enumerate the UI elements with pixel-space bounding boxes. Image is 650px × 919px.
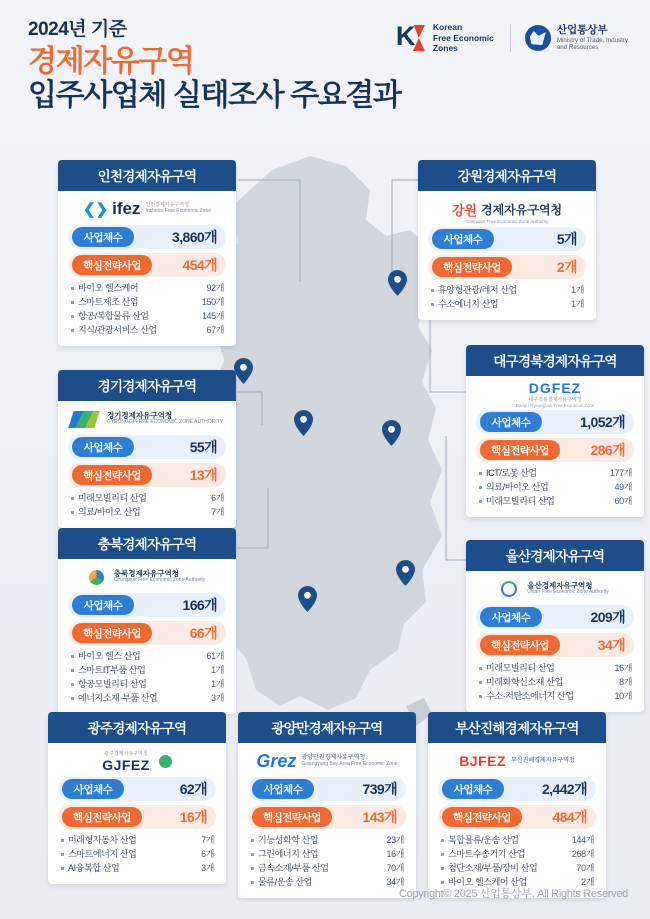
- industry-count: 150개: [201, 296, 224, 307]
- stat-strategic: [438, 805, 596, 829]
- logo-subtext: [511, 758, 575, 765]
- card-gwangju[interactable]: [48, 712, 226, 884]
- kfez-logo: [396, 22, 494, 54]
- map-pin-chungbuk[interactable]: [294, 410, 313, 436]
- industry-count: 70개: [576, 862, 594, 873]
- industry-name: 항공/복합물류 산업: [70, 310, 149, 324]
- logo-sub-en: GYEONGGI FREE ECONOMIC ZONE AUTHORITY: [106, 419, 224, 426]
- card-title: 울산경제자유구역: [466, 540, 644, 571]
- ulsan-mark-icon: [501, 581, 517, 597]
- industry-count: 3개: [201, 862, 214, 873]
- logo-sub-ko: 광주경제자유구역청: [104, 750, 148, 757]
- logo-sub-ko: 광양만권경제자유구역청: [301, 754, 366, 761]
- stat-value: 166개: [182, 597, 217, 613]
- chungbuk-mark-icon: [89, 570, 104, 585]
- industry-list: [68, 650, 226, 706]
- stat-businesses: [438, 777, 596, 801]
- stat-value: 739개: [362, 781, 397, 797]
- industry-name: 그린에너지 산업: [250, 848, 318, 862]
- industry-name: 물류/운송 산업: [250, 876, 312, 890]
- card-busanjinhae[interactable]: [428, 712, 606, 898]
- stat-businesses: [68, 225, 226, 249]
- stat-businesses: [248, 777, 406, 801]
- header-title-line2: 입주사업체 실태조사 주요결과: [28, 78, 401, 112]
- stat-strategic: [476, 633, 634, 657]
- header-logos: [396, 22, 628, 54]
- stat-label: 사업체수: [480, 607, 542, 627]
- industry-name: 휴양형관광/레저 산업: [430, 284, 517, 298]
- stat-value: 209개: [590, 609, 625, 625]
- card-logo-daegu: [466, 376, 644, 410]
- card-chungbuk[interactable]: [58, 528, 236, 714]
- list-item: [70, 310, 224, 324]
- stat-strategic: [248, 805, 406, 829]
- list-item: [70, 296, 224, 310]
- stat-label: 사업체수: [72, 227, 134, 247]
- card-title: 충북경제자유구역: [58, 528, 236, 559]
- stat-label: 핵심전략사업: [442, 807, 522, 827]
- logo-sub-ko: 울산경제자유구역청: [527, 580, 593, 590]
- logo-subtext: [301, 755, 397, 768]
- kfez-mark-icon: [396, 22, 426, 54]
- industry-name: 미래모빌리티 산업: [70, 492, 146, 506]
- card-rows: [48, 777, 226, 884]
- industry-name: 첨단소재/부품/장비 산업: [440, 862, 537, 876]
- logo-sub-en: Daegu Gyeongbuk Free Economic Zone: [515, 403, 595, 408]
- stat-value: 66개: [189, 625, 217, 641]
- stat-value: 13개: [189, 467, 217, 483]
- logo-sub-ko: 부산진해경제자유구역청: [511, 757, 575, 764]
- card-gangwon[interactable]: [418, 160, 596, 320]
- kfez-letter-k: K: [395, 21, 416, 51]
- logo-sub-en: Gwangyang Bay Area Free Economic Zone: [301, 760, 398, 767]
- logo-sub-en: Gangwon Free Economic Zone Authority: [465, 219, 549, 224]
- industry-count: 8개: [619, 676, 632, 687]
- card-ulsan[interactable]: [466, 540, 644, 712]
- card-rows: [466, 410, 644, 517]
- industry-count: 2개: [581, 876, 594, 887]
- card-rows: [466, 605, 644, 712]
- industry-count: 145개: [201, 310, 224, 321]
- logo-subtext: [145, 203, 211, 215]
- industry-count: 49개: [614, 481, 632, 492]
- industry-list: [438, 834, 596, 890]
- list-item: [250, 848, 404, 862]
- industry-list: [476, 467, 634, 509]
- card-gyeonggi[interactable]: [58, 370, 236, 528]
- industry-count: 23개: [386, 835, 404, 845]
- list-item: [478, 690, 632, 704]
- industry-name: 스마트수송기기 산업: [440, 848, 525, 862]
- industry-count: 70개: [386, 862, 404, 873]
- map-pin-gangwon[interactable]: [388, 270, 407, 296]
- stat-value: 5개: [556, 231, 577, 247]
- card-logo-incheon: [58, 191, 236, 225]
- kfez-line3: Zones: [432, 43, 458, 54]
- stat-label: 핵심전략사업: [480, 440, 560, 460]
- logo-wordmark: DGFEZ: [528, 380, 582, 396]
- map-pin-gyeonggi[interactable]: [234, 358, 253, 384]
- logo-sub-ko: 경기경제자유구역청: [106, 410, 173, 420]
- card-title: 광양만경제자유구역: [238, 712, 416, 743]
- logo-subtext: [527, 582, 608, 596]
- logo-sub-ko: 인천경제자유구역청: [145, 202, 189, 209]
- industry-name: 미래화학신소재 산업: [478, 676, 563, 690]
- industry-count: 61개: [206, 651, 224, 661]
- list-item: [70, 678, 224, 692]
- list-item: [70, 282, 224, 296]
- industry-name: 항공모빌리티 산업: [70, 678, 146, 692]
- list-item: [250, 834, 404, 848]
- card-title: 부산진해경제자유구역: [428, 712, 606, 743]
- list-item: [440, 848, 594, 862]
- list-item: [440, 862, 594, 876]
- motie-name: 산업통상부: [556, 23, 608, 36]
- motie-logo-text: [557, 24, 628, 52]
- industry-count: 3개: [211, 692, 224, 703]
- card-logo-gwangju: [48, 743, 226, 777]
- industry-name: 기능성화학 산업: [250, 834, 318, 848]
- logo-sub-ko: 충북경제자유구역청: [113, 568, 179, 578]
- logo-sub-en: Chungbuk Free Economic Zone Authority: [113, 577, 206, 584]
- stat-strategic: [68, 253, 226, 277]
- logo-subtext: [114, 570, 205, 584]
- card-logo-busanjinhae: [428, 743, 606, 777]
- industry-list: [58, 834, 216, 876]
- card-logo-gwangyang: [238, 743, 416, 777]
- industry-list: [68, 492, 226, 520]
- list-item: [70, 492, 224, 506]
- industry-count: 67개: [206, 324, 224, 335]
- card-rows: [428, 777, 606, 898]
- industry-name: 미래모빌리티 산업: [478, 662, 554, 676]
- list-item: [60, 834, 214, 848]
- industry-name: 금속소재/부품 산업: [250, 862, 329, 876]
- list-item: [70, 506, 224, 520]
- stat-value: 1,052개: [580, 414, 625, 430]
- card-title: 광주경제자유구역: [48, 712, 226, 743]
- stat-label: 사업체수: [252, 779, 314, 799]
- industry-count: 6개: [201, 848, 214, 859]
- card-title: 경기경제자유구역: [58, 370, 236, 401]
- stat-businesses: [428, 227, 586, 251]
- logo-subtext: [107, 412, 223, 426]
- industry-list: [428, 284, 586, 312]
- list-item: [478, 676, 632, 690]
- industry-name: 바이오 헬스케어: [70, 282, 138, 296]
- motie-en-line1: Ministry of Trade, Industry: [556, 36, 628, 44]
- industry-list: [248, 834, 406, 890]
- logo-wordmark: Grez: [256, 750, 297, 771]
- stat-businesses: [68, 593, 226, 617]
- gyeonggi-mark-icon: [68, 411, 100, 428]
- card-title: 강원경제자유구역: [418, 160, 596, 191]
- card-logo-chungbuk: [58, 559, 236, 593]
- gwangju-mark-icon: [159, 755, 172, 768]
- card-gwangyang[interactable]: [238, 712, 416, 898]
- logo-badge: [452, 200, 562, 219]
- ifez-mark-icon: ❮❯: [82, 201, 109, 218]
- industry-name: 지식/관광서비스 산업: [70, 324, 157, 338]
- industry-name: ICT/로봇 산업: [478, 467, 537, 481]
- list-item: [440, 834, 594, 848]
- industry-name: 바이오 헬스케어 산업: [440, 876, 527, 890]
- stat-value: 454개: [182, 257, 217, 273]
- industry-count: 1개: [211, 678, 224, 689]
- card-rows: [418, 227, 596, 320]
- logo-badge: [83, 199, 140, 219]
- map-pin-daegu[interactable]: [382, 420, 401, 446]
- logo-wordmark: 강원: [451, 202, 477, 218]
- stat-label: 핵심전략사업: [72, 623, 152, 643]
- industry-count: 1개: [571, 285, 584, 295]
- stat-businesses: [58, 777, 216, 801]
- industry-count: 177개: [609, 468, 632, 478]
- industry-name: 미래형자동차 산업: [60, 834, 136, 848]
- stat-businesses: [476, 605, 634, 629]
- list-item: [478, 481, 632, 495]
- industry-name: 에너지소재·부품 산업: [70, 692, 157, 706]
- footer-copyright: Copyright© 2025 산업통상부, All Rights Reserved: [398, 888, 628, 900]
- motie-emblem-icon: [525, 25, 551, 51]
- stat-strategic: [428, 255, 586, 279]
- stat-label: 핵심전략사업: [72, 465, 152, 485]
- stat-value: 16개: [179, 809, 207, 825]
- stat-value: 62개: [179, 781, 207, 797]
- industry-name: 바이오 헬스 산업: [70, 650, 140, 664]
- industry-count: 144개: [571, 835, 594, 845]
- industry-name: 스마트에너지 산업: [60, 848, 136, 862]
- stat-businesses: [68, 435, 226, 459]
- card-logo-ulsan: [466, 571, 644, 605]
- stat-label: 핵심전략사업: [72, 255, 152, 275]
- stat-label: 사업체수: [72, 595, 134, 615]
- industry-count: 7개: [211, 506, 224, 517]
- industry-count: 6개: [211, 493, 224, 503]
- header-year: 2024년 기준: [28, 19, 127, 40]
- industry-name: 수소·저탄소에너지 산업: [478, 690, 574, 704]
- industry-count: 7개: [201, 835, 214, 845]
- logo-wordmark: GJFEZ: [102, 756, 150, 773]
- kfez-line2: Free Economic: [432, 32, 494, 43]
- list-item: [478, 467, 632, 481]
- industry-count: 34개: [386, 876, 404, 887]
- stat-strategic: [476, 438, 634, 462]
- industry-name: 스마트IT부품 산업: [70, 664, 145, 678]
- card-rows: [238, 777, 416, 898]
- stat-label: 핵심전략사업: [432, 257, 512, 277]
- logo-sub-ko: 대구경북경제자유구역청: [528, 397, 582, 403]
- list-item: [430, 284, 584, 298]
- stat-label: 핵심전략사업: [480, 635, 560, 655]
- card-rows: [58, 593, 236, 714]
- industry-list: [68, 282, 226, 338]
- stat-value: 34개: [597, 637, 625, 653]
- industry-name: 수소에너지 산업: [430, 298, 498, 312]
- stat-label: 사업체수: [62, 779, 124, 799]
- map-pin-ulsan[interactable]: [396, 560, 415, 586]
- industry-count: 10개: [614, 690, 632, 701]
- kfez-logo-text: [433, 22, 494, 54]
- industry-name: AI융복합 산업: [60, 862, 119, 876]
- industry-list: [476, 662, 634, 704]
- list-item: [60, 862, 214, 876]
- stat-label: 사업체수: [432, 229, 494, 249]
- map-pin-gwangju[interactable]: [298, 586, 317, 612]
- stat-value: 484개: [552, 809, 587, 825]
- industry-count: 92개: [206, 283, 224, 293]
- logo-wordmark: ifez: [112, 199, 141, 218]
- list-item: [70, 324, 224, 338]
- card-logo-gyeonggi: [58, 401, 236, 435]
- stat-label: 핵심전략사업: [252, 807, 332, 827]
- industry-count: 16개: [386, 848, 404, 859]
- industry-name: 의료/바이오 산업: [70, 506, 140, 520]
- card-daegu[interactable]: [466, 345, 644, 517]
- list-item: [250, 862, 404, 876]
- list-item: [70, 664, 224, 678]
- stat-value: 3,860개: [172, 229, 217, 245]
- stat-value: 143개: [362, 809, 397, 825]
- stat-label: 핵심전략사업: [62, 807, 142, 827]
- card-title: 인천경제자유구역: [58, 160, 236, 191]
- stat-value: 286개: [590, 442, 625, 458]
- stat-strategic: [58, 805, 216, 829]
- stat-value: 2개: [556, 259, 577, 275]
- header-title-line1: 경제자유구역: [28, 45, 194, 78]
- list-item: [70, 650, 224, 664]
- header: [28, 14, 628, 126]
- industry-name: 미래모빌리티 산업: [478, 495, 554, 509]
- industry-count: 60개: [614, 495, 632, 506]
- industry-name: 복합물류/운송 산업: [440, 834, 519, 848]
- logo-sub-en: Incheon Free Economic Zone: [145, 208, 212, 214]
- motie-logo: [510, 24, 628, 52]
- stat-label: 사업체수: [480, 412, 542, 432]
- stat-label: 사업체수: [442, 779, 504, 799]
- logo-wordmark: BJFEZ: [459, 753, 507, 769]
- list-item: [430, 298, 584, 312]
- logo-subtitle-ko: 경제자유구역청: [480, 202, 563, 217]
- industry-count: 16개: [614, 663, 632, 673]
- card-incheon[interactable]: [58, 160, 236, 346]
- logo-sub-en: Ulsan Free Economic Zone Authority: [527, 589, 609, 596]
- card-rows: [58, 225, 236, 346]
- list-item: [60, 848, 214, 862]
- industry-count: 268개: [571, 848, 594, 859]
- industry-name: 의료/바이오 산업: [478, 481, 548, 495]
- stat-label: 사업체수: [72, 437, 134, 457]
- stat-strategic: [68, 621, 226, 645]
- kfez-line1: Korean: [432, 22, 463, 33]
- list-item: [478, 662, 632, 676]
- stat-value: 2,442개: [542, 781, 587, 797]
- industry-count: 1개: [571, 298, 584, 309]
- motie-en-line2: and Resources: [556, 44, 599, 52]
- stat-businesses: [476, 410, 634, 434]
- stat-value: 55개: [189, 439, 217, 455]
- card-rows: [58, 435, 236, 528]
- stat-strategic: [68, 463, 226, 487]
- industry-count: 1개: [211, 664, 224, 675]
- industry-name: 스마트제조 산업: [70, 296, 138, 310]
- list-item: [478, 495, 632, 509]
- card-title: 대구경북경제자유구역: [466, 345, 644, 376]
- list-item: [70, 692, 224, 706]
